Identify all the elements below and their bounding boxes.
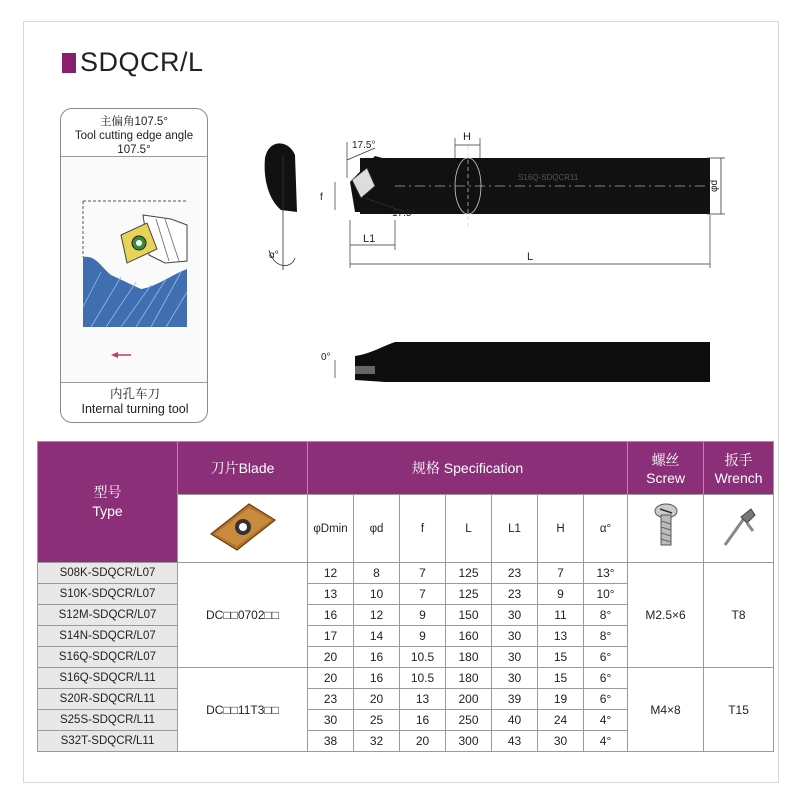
header-screw-cn: 螺丝 [651,452,680,468]
cell-L1: 30 [492,605,538,626]
cell-d: 10 [354,584,400,605]
header-screw-en: Screw [646,470,686,486]
screw-spec: M2.5×6 [628,563,704,668]
cell-L: 200 [446,689,492,710]
header-type-cn: 型号 [93,484,122,500]
cell-alpha: 4° [584,731,628,752]
screw-spec: M4×8 [628,668,704,752]
cell-L1: 30 [492,626,538,647]
cell-f: 9 [400,626,446,647]
side-view-shape [355,342,710,382]
cell-alpha: 6° [584,647,628,668]
row-type: S16Q-SDQCR/L07 [38,647,178,668]
cell-f: 7 [400,584,446,605]
tool-caption-en: Internal turning tool [81,402,189,416]
angle-caption-en: Tool cutting edge angle 107.5° [74,130,194,156]
wrench-spec: T8 [704,563,774,668]
wrench-spec: T15 [704,668,774,752]
cell-alpha: 8° [584,626,628,647]
col-alpha: α° [584,495,628,563]
cell-L: 125 [446,563,492,584]
alpha-label: α° [269,250,279,261]
cell-d: 25 [354,710,400,731]
dim-L1: L1 [363,233,376,245]
technical-drawing [255,120,725,405]
title-marker [62,53,76,73]
cell-d: 20 [354,689,400,710]
row-type: S10K-SDQCR/L07 [38,584,178,605]
cell-L1: 40 [492,710,538,731]
header-spec: 规格 Specification [308,442,628,495]
col-f: f [400,495,446,563]
angle-top: 17.5° [352,140,376,151]
header-wrench-en: Wrench [714,470,763,486]
cell-f: 10.5 [400,668,446,689]
screw-icon [646,501,686,553]
cell-L: 300 [446,731,492,752]
header-screw [628,442,704,495]
row-type: S08K-SDQCR/L07 [38,563,178,584]
cell-f: 10.5 [400,647,446,668]
wrench-image-cell [704,495,774,563]
cell-f: 20 [400,731,446,752]
col-d: φd [354,495,400,563]
cell-dmin: 38 [308,731,354,752]
cell-L: 160 [446,626,492,647]
cell-L: 250 [446,710,492,731]
cell-d: 16 [354,668,400,689]
blade-insert-icon [203,498,283,556]
col-dmin: φDmin [308,495,354,563]
cell-H: 24 [538,710,584,731]
title-block [62,47,204,78]
cell-L: 180 [446,647,492,668]
cell-H: 13 [538,626,584,647]
screw-image-cell [628,495,704,563]
cell-dmin: 30 [308,710,354,731]
row-type: S12M-SDQCR/L07 [38,605,178,626]
cell-dmin: 20 [308,668,354,689]
tool-caption [61,381,208,417]
cell-L1: 30 [492,647,538,668]
header-type [38,442,178,563]
dim-d: φd [709,179,720,192]
cell-dmin: 12 [308,563,354,584]
col-H: H [538,495,584,563]
cell-f: 13 [400,689,446,710]
row-type: S32T-SDQCR/L11 [38,731,178,752]
dim-L: L [527,251,534,263]
tool-caption-cn: 内孔车刀 [109,387,160,401]
tool-drawing-svg [255,120,725,400]
cell-L1: 23 [492,584,538,605]
cell-dmin: 23 [308,689,354,710]
cell-L1: 23 [492,563,538,584]
cell-dmin: 17 [308,626,354,647]
cell-L: 180 [446,668,492,689]
blade-code: DC□□0702□□ [178,563,308,668]
cell-alpha: 4° [584,710,628,731]
cell-f: 7 [400,563,446,584]
shank-marking: S16Q-SDQCR11 [518,173,579,182]
cell-f: 9 [400,605,446,626]
cutting-diagram-panel [60,108,208,423]
cell-H: 7 [538,563,584,584]
cell-H: 11 [538,605,584,626]
header-wrench [704,442,774,495]
cell-H: 15 [538,668,584,689]
cell-L1: 43 [492,731,538,752]
cell-alpha: 6° [584,668,628,689]
angle-bottom: 17.5° [392,208,416,219]
cell-d: 8 [354,563,400,584]
row-type: S20R-SDQCR/L11 [38,689,178,710]
spec-table-wrap [37,441,773,752]
cell-d: 16 [354,647,400,668]
blade-image-cell [178,495,308,563]
cell-d: 14 [354,626,400,647]
cell-d: 32 [354,731,400,752]
angle-caption-cn: 主偏角107.5° [100,116,168,128]
cell-L1: 39 [492,689,538,710]
blade-code: DC□□11T3□□ [178,668,308,752]
cell-L1: 30 [492,668,538,689]
cell-L: 125 [446,584,492,605]
header-type-en: Type [92,503,123,519]
spec-table [37,441,774,752]
cell-alpha: 10° [584,584,628,605]
col-L: L [446,495,492,563]
cutting-illustration [61,156,208,383]
col-L1: L1 [492,495,538,563]
end-view-shape [265,143,297,212]
cell-alpha: 6° [584,689,628,710]
wrench-icon [717,501,761,553]
angle-caption [61,109,207,157]
row-type: S25S-SDQCR/L11 [38,710,178,731]
cell-alpha: 8° [584,605,628,626]
angle-zero: 0° [321,352,331,363]
cell-H: 30 [538,731,584,752]
row-type: S16Q-SDQCR/L11 [38,668,178,689]
page-title: SDQCR/L [80,47,204,77]
workpiece-illustration [61,157,208,382]
cell-dmin: 20 [308,647,354,668]
cell-alpha: 13° [584,563,628,584]
cell-dmin: 13 [308,584,354,605]
cell-H: 15 [538,647,584,668]
dim-f: f [320,192,323,203]
cell-H: 19 [538,689,584,710]
header-blade: 刀片Blade [178,442,308,495]
cell-L: 150 [446,605,492,626]
cell-f: 16 [400,710,446,731]
cell-dmin: 16 [308,605,354,626]
row-type: S14N-SDQCR/L07 [38,626,178,647]
cell-d: 12 [354,605,400,626]
cell-H: 9 [538,584,584,605]
header-wrench-cn: 扳手 [724,452,753,468]
dim-H: H [463,131,471,143]
